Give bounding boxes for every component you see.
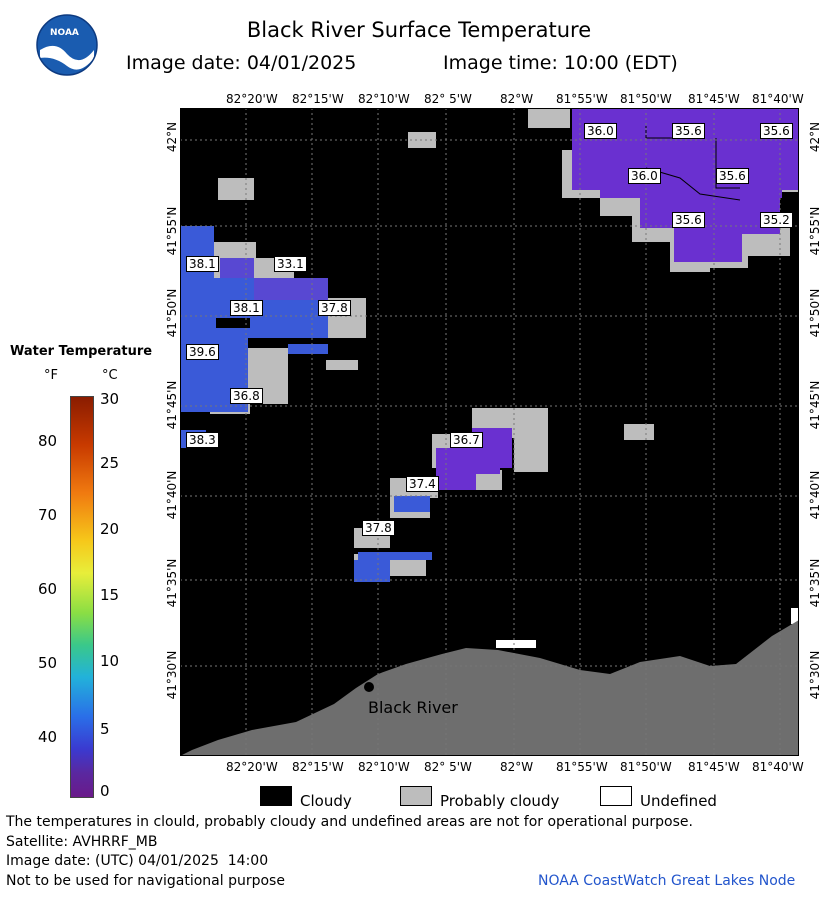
lon-label: 81°50'W	[620, 760, 672, 774]
c-tick: 20	[100, 520, 120, 538]
lon-label: 81°45'W	[688, 760, 740, 774]
c-tick: 5	[100, 720, 110, 738]
lon-label: 82°10'W	[358, 92, 410, 106]
legend-cloudy-label: Cloudy	[300, 792, 352, 810]
temp-label: 37.8	[362, 520, 395, 536]
temp-label: 36.7	[450, 432, 483, 448]
f-tick: 50	[38, 654, 58, 672]
legend-probably-cloudy-swatch	[400, 786, 432, 806]
logo-text: NOAA	[50, 28, 79, 38]
legend-probably-cloudy-label: Probably cloudy	[440, 792, 560, 810]
lon-label: 82°10'W	[358, 760, 410, 774]
f-tick: 80	[38, 432, 58, 450]
lat-label: 41°40'N	[165, 470, 179, 520]
colorbar-gradient	[70, 396, 94, 798]
temp-label: 38.1	[186, 256, 219, 272]
lon-label: 82° 5'W	[424, 760, 472, 774]
lat-label: 41°50'N	[165, 288, 179, 338]
lat-label: 41°35'N	[808, 558, 822, 608]
lon-label: 82°W	[500, 760, 534, 774]
temp-label: 35.6	[716, 168, 749, 184]
f-tick: 40	[38, 728, 58, 746]
black-river-marker	[364, 682, 374, 692]
lon-label: 81°50'W	[620, 92, 672, 106]
nw-gap	[216, 318, 250, 328]
lon-label: 82°20'W	[226, 92, 278, 106]
lat-label: 41°45'N	[808, 380, 822, 430]
lat-label: 41°35'N	[165, 558, 179, 608]
temp-label: 36.8	[230, 388, 263, 404]
satellite: Satellite: AVHRRF_MB	[6, 834, 158, 850]
c-tick: 10	[100, 652, 120, 670]
credit: NOAA CoastWatch Great Lakes Node	[538, 873, 796, 889]
lon-label: 81°40'W	[752, 92, 804, 106]
lon-label: 81°40'W	[752, 760, 804, 774]
f-tick: 70	[38, 506, 58, 524]
lat-label: 41°45'N	[165, 380, 179, 430]
temp-label: 36.0	[584, 123, 617, 139]
c-tick: 25	[100, 454, 120, 472]
temp-label: 35.6	[672, 212, 705, 228]
lat-label: 41°50'N	[808, 288, 822, 338]
c-tick: 15	[100, 586, 120, 604]
colorbar-unit-c: °C	[102, 368, 118, 383]
temp-label: 35.6	[672, 123, 705, 139]
temp-label: 35.2	[760, 212, 793, 228]
lat-label: 41°30'N	[808, 650, 822, 700]
c-tick: 30	[100, 390, 120, 408]
disclaimer: The temperatures in clould, probably cloudy and undefined areas are not for operational purpose.	[6, 814, 693, 830]
lon-label: 82°W	[500, 92, 534, 106]
colorbar-unit-f: °F	[44, 368, 58, 383]
temperature-map	[180, 108, 799, 756]
utc-date: Image date: (UTC) 04/01/2025 14:00	[6, 853, 269, 869]
lon-label: 82°15'W	[292, 760, 344, 774]
legend-undefined-label: Undefined	[640, 792, 717, 810]
lon-label: 82°15'W	[292, 92, 344, 106]
image-time: Image time: 10:00 (EDT)	[443, 52, 678, 74]
temp-label: 36.0	[628, 168, 661, 184]
center-gap	[390, 538, 430, 548]
lon-label: 81°55'W	[556, 760, 608, 774]
undefined-patch	[496, 640, 536, 648]
page-title: Black River Surface Temperature	[246, 18, 592, 42]
temp-label: 37.8	[318, 300, 351, 316]
temp-label: 37.4	[406, 476, 439, 492]
place-label: Black River	[368, 698, 458, 717]
c-tick: 0	[100, 782, 110, 800]
lon-label: 82°20'W	[226, 760, 278, 774]
image-date: Image date: 04/01/2025	[126, 52, 357, 74]
lon-label: 81°55'W	[556, 92, 608, 106]
lat-label: 41°30'N	[165, 650, 179, 700]
legend-cloudy-swatch	[260, 786, 292, 806]
temp-label: 33.1	[274, 256, 307, 272]
temp-label: 38.3	[186, 432, 219, 448]
lon-label: 82° 5'W	[424, 92, 472, 106]
lat-label: 42°N	[165, 121, 179, 153]
lat-label: 41°55'N	[165, 206, 179, 256]
lat-label: 42°N	[808, 121, 822, 153]
legend-undefined-swatch	[600, 786, 632, 806]
lon-label: 81°45'W	[688, 92, 740, 106]
lat-label: 41°40'N	[808, 470, 822, 520]
nav-warning: Not to be used for navigational purpose	[6, 873, 285, 889]
temp-label: 38.1	[230, 300, 263, 316]
temp-label: 39.6	[186, 344, 219, 360]
lat-label: 41°55'N	[808, 206, 822, 256]
temp-label: 35.6	[760, 123, 793, 139]
f-tick: 60	[38, 580, 58, 598]
colorbar-title: Water Temperature	[10, 344, 153, 359]
